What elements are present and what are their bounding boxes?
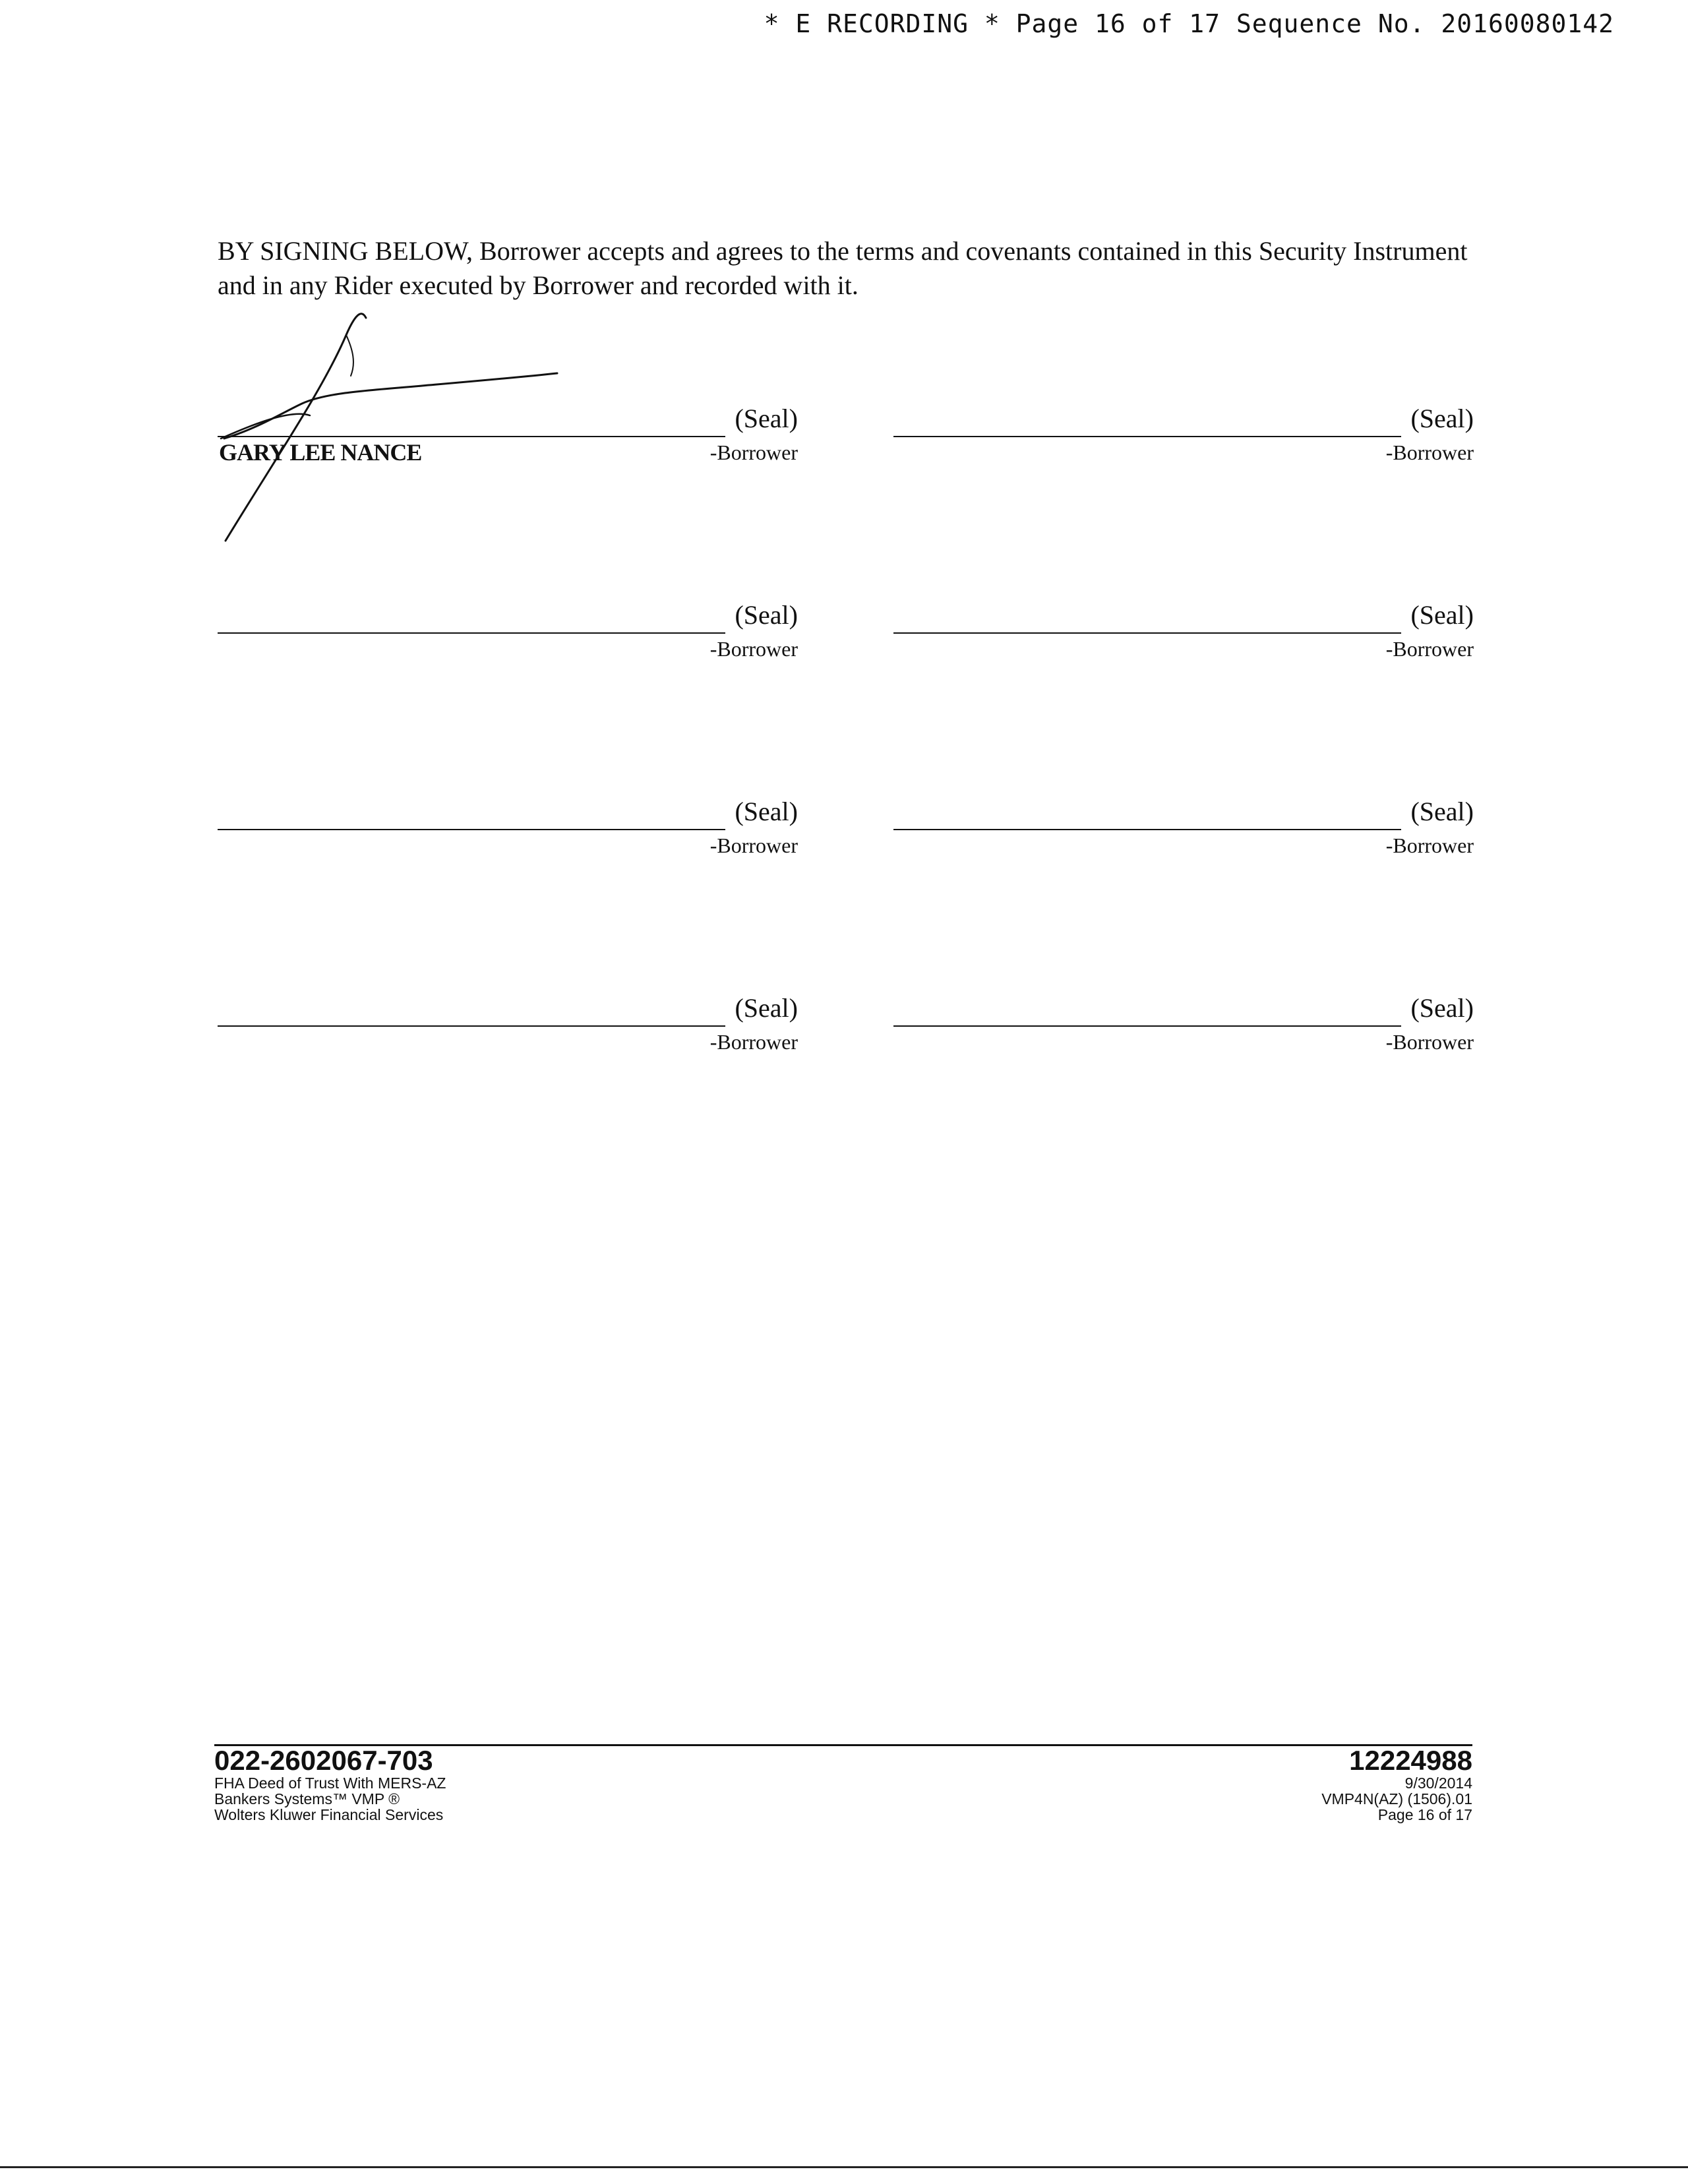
borrower-label: -Borrower: [709, 440, 798, 464]
seal-label: (Seal): [1410, 993, 1474, 1023]
borrower-label: -Borrower: [1385, 834, 1474, 857]
borrower-label: -Borrower: [709, 637, 798, 661]
form-code: VMP4N(AZ) (1506).01: [1321, 1790, 1472, 1807]
signature-block-6: [893, 795, 1474, 868]
signature-block-8: [893, 992, 1474, 1064]
footer-right: [1321, 1746, 1472, 1823]
signature-line: [218, 1025, 725, 1027]
form-date: 9/30/2014: [1404, 1774, 1472, 1792]
seal-label: (Seal): [735, 993, 798, 1023]
signature-line: [218, 632, 725, 634]
borrower-label: -Borrower: [709, 1030, 798, 1054]
footer-left: [214, 1746, 446, 1823]
scan-edge-line: [0, 2166, 1688, 2168]
page-number: Page 16 of 17: [1377, 1806, 1472, 1823]
seal-label: (Seal): [1410, 797, 1474, 826]
signature-block-3: [218, 599, 798, 671]
signature-block-2: [893, 402, 1474, 475]
borrower-label: -Borrower: [709, 834, 798, 857]
signature-line: [893, 436, 1401, 437]
signature-line: [893, 829, 1401, 830]
signature-block-7: [218, 992, 798, 1064]
signature-block-5: [218, 795, 798, 868]
handwritten-signature: [211, 303, 580, 554]
loan-number: 022-2602067-703: [214, 1745, 433, 1776]
recording-stamp: * E RECORDING * Page 16 of 17 Sequence No. 20160080142: [764, 9, 1614, 38]
signer-name: GARY LEE NANCE: [219, 439, 422, 466]
document-number: 12224988: [1349, 1745, 1472, 1776]
seal-label: (Seal): [735, 797, 798, 826]
signing-statement: BY SIGNING BELOW, Borrower accepts and agrees to the terms and covenants contained in this Security Instrument and in any Rider executed by Borrower and recorded with it.: [218, 236, 1468, 300]
signature-line: [218, 829, 725, 830]
form-name: FHA Deed of Trust With MERS-AZ: [214, 1774, 446, 1792]
publisher: Bankers Systems™ VMP ®: [214, 1790, 400, 1807]
seal-label: (Seal): [1410, 404, 1474, 433]
signature-line: [893, 632, 1401, 634]
signature-line: [893, 1025, 1401, 1027]
seal-label: (Seal): [735, 600, 798, 630]
signature-block-4: [893, 599, 1474, 671]
borrower-label: -Borrower: [1385, 440, 1474, 464]
company: Wolters Kluwer Financial Services: [214, 1806, 444, 1823]
borrower-label: -Borrower: [1385, 1030, 1474, 1054]
seal-label: (Seal): [1410, 600, 1474, 630]
seal-label: (Seal): [735, 404, 798, 433]
borrower-label: -Borrower: [1385, 637, 1474, 661]
